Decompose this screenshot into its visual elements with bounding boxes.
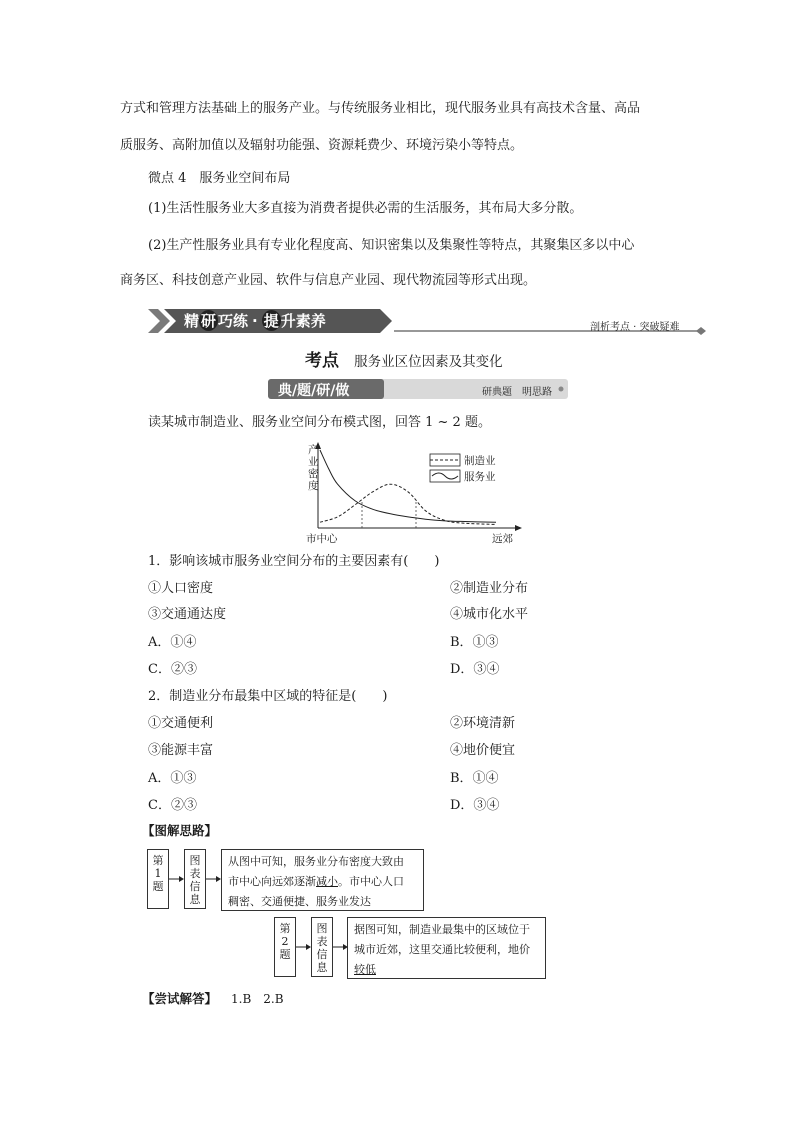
banner-char-jing: 精 (184, 312, 200, 330)
banner-char-ti: 提 (263, 312, 279, 330)
row2-info-box (311, 917, 333, 977)
answer-text: 1.B 2.B (231, 992, 284, 1006)
legend-manufacturing-label: 制造业 (464, 455, 496, 467)
analysis-header: 【图解思路】 (142, 823, 218, 838)
row2-question-box (274, 917, 296, 977)
kaodian-topic: 服务业区位因素及其变化 (354, 354, 503, 370)
q1-choice-c: C．②③ (148, 662, 197, 677)
q1-choice-b: B．①③ (450, 635, 499, 650)
kaodian-heading (305, 346, 503, 371)
row1-arrow-1 (169, 874, 185, 884)
section-banner (148, 307, 708, 335)
row2-text-b: 城市近郊，这里交通比较便利，地价 (354, 943, 530, 956)
banner-dot: · (252, 312, 258, 330)
row1-question-box (147, 849, 169, 909)
kaodian-label: 考点 (305, 351, 339, 371)
banner-char-yan: 研 (201, 312, 217, 330)
intro-line-2: 质服务、高附加值以及辐射功能强、资源耗费少、环境污染小等特点。 (120, 138, 524, 153)
q2-stem: 2．制造业分布最集中区域的特征是( ) (148, 689, 388, 704)
row1-text-box (221, 849, 424, 911)
sub-banner-title: 典/题/研/做 (278, 383, 350, 399)
row1-text-d: 稠密、交通便捷、服务业发达 (228, 895, 371, 908)
q1-option-1: ①人口密度 (148, 581, 214, 596)
q2-choice-b: B．①④ (450, 771, 499, 786)
row1-text-c: 。市中心人口 (338, 875, 404, 888)
distribution-chart (296, 440, 526, 546)
banner-right-text: 剖析考点 · 突破疑难 (590, 322, 680, 333)
q2-option-2: ②环境清新 (450, 716, 516, 731)
row1-text (222, 850, 423, 914)
sub-banner-right: 研典题 明思路 (482, 387, 552, 398)
row1-text-underlined: 减小 (316, 875, 338, 888)
row1-info-box (184, 849, 206, 909)
chart-x-end-label: 远郊 (492, 533, 513, 545)
point4-title: 微点 4 服务业空间布局 (148, 171, 291, 186)
legend-service-swatch (432, 473, 458, 479)
q2-choice-d: D．③④ (450, 798, 500, 813)
row2-text-underlined: 较低 (354, 963, 376, 976)
row1-text-b: 市中心向远郊逐渐 (228, 875, 316, 888)
row1-arrow-2 (206, 874, 222, 884)
row1-question-label: 第1题 (152, 854, 164, 893)
row1-info-label: 图表信息 (189, 854, 201, 906)
q1-option-3: ③交通通达度 (148, 607, 227, 622)
banner-char-sheng: 升 (280, 312, 296, 330)
q1-option-4: ④城市化水平 (450, 607, 529, 622)
q2-choice-a: A．①③ (148, 771, 197, 786)
legend-service-label: 服务业 (464, 471, 496, 483)
intro-line-1: 方式和管理方法基础上的服务产业。与传统服务业相比，现代服务业具有高技术含量、高品 (120, 101, 641, 116)
point4-item-2-line-2: 商务区、科技创意产业园、软件与信息产业园、现代物流园等形式出现。 (120, 273, 537, 288)
row2-text-a: 据图可知，制造业最集中的区域位于 (354, 923, 530, 936)
answer-header: 【尝试解答】 (142, 991, 218, 1006)
row2-text (348, 918, 545, 982)
question-intro: 读某城市制造业、服务业空间分布模式图，回答 1 ~ 2 题。 (148, 415, 491, 430)
point4-item-2-line-1: (2)生产性服务业具有专业化程度高、知识密集以及集聚性等特点，其聚集区多以中心 (148, 238, 635, 253)
q2-option-3: ③能源丰富 (148, 743, 214, 758)
q1-stem: 1．影响该城市服务业空间分布的主要因素有( ) (148, 554, 440, 569)
series-manufacturing-line (320, 484, 496, 524)
answer-line (142, 989, 284, 1007)
q1-option-2: ②制造业分布 (450, 581, 529, 596)
sub-banner (268, 379, 568, 399)
q1-choice-d: D．③④ (450, 662, 500, 677)
banner-char-suyang: 素养 (295, 312, 326, 330)
banner-char-qiaolian: 巧练 (218, 312, 249, 330)
chart-x-start-label: 市中心 (306, 533, 338, 545)
q2-option-1: ①交通便利 (148, 716, 214, 731)
q2-option-4: ④地价便宜 (450, 743, 516, 758)
chart-x-arrow (515, 525, 522, 531)
point4-item-1: (1)生活性服务业大多直接为消费者提供必需的生活服务，其布局大多分散。 (148, 201, 583, 216)
banner-title (184, 310, 326, 331)
row1-text-a: 从图中可知，服务业分布密度大致由 (228, 855, 404, 868)
chart-y-label: 产业密度 (308, 444, 319, 492)
row2-info-label: 图表信息 (316, 922, 328, 974)
row2-text-box (347, 917, 546, 979)
q1-choice-a: A．①④ (148, 635, 197, 650)
row2-question-label: 第2题 (279, 922, 291, 961)
row2-arrow-1 (296, 942, 312, 952)
q2-choice-c: C．②③ (148, 798, 197, 813)
